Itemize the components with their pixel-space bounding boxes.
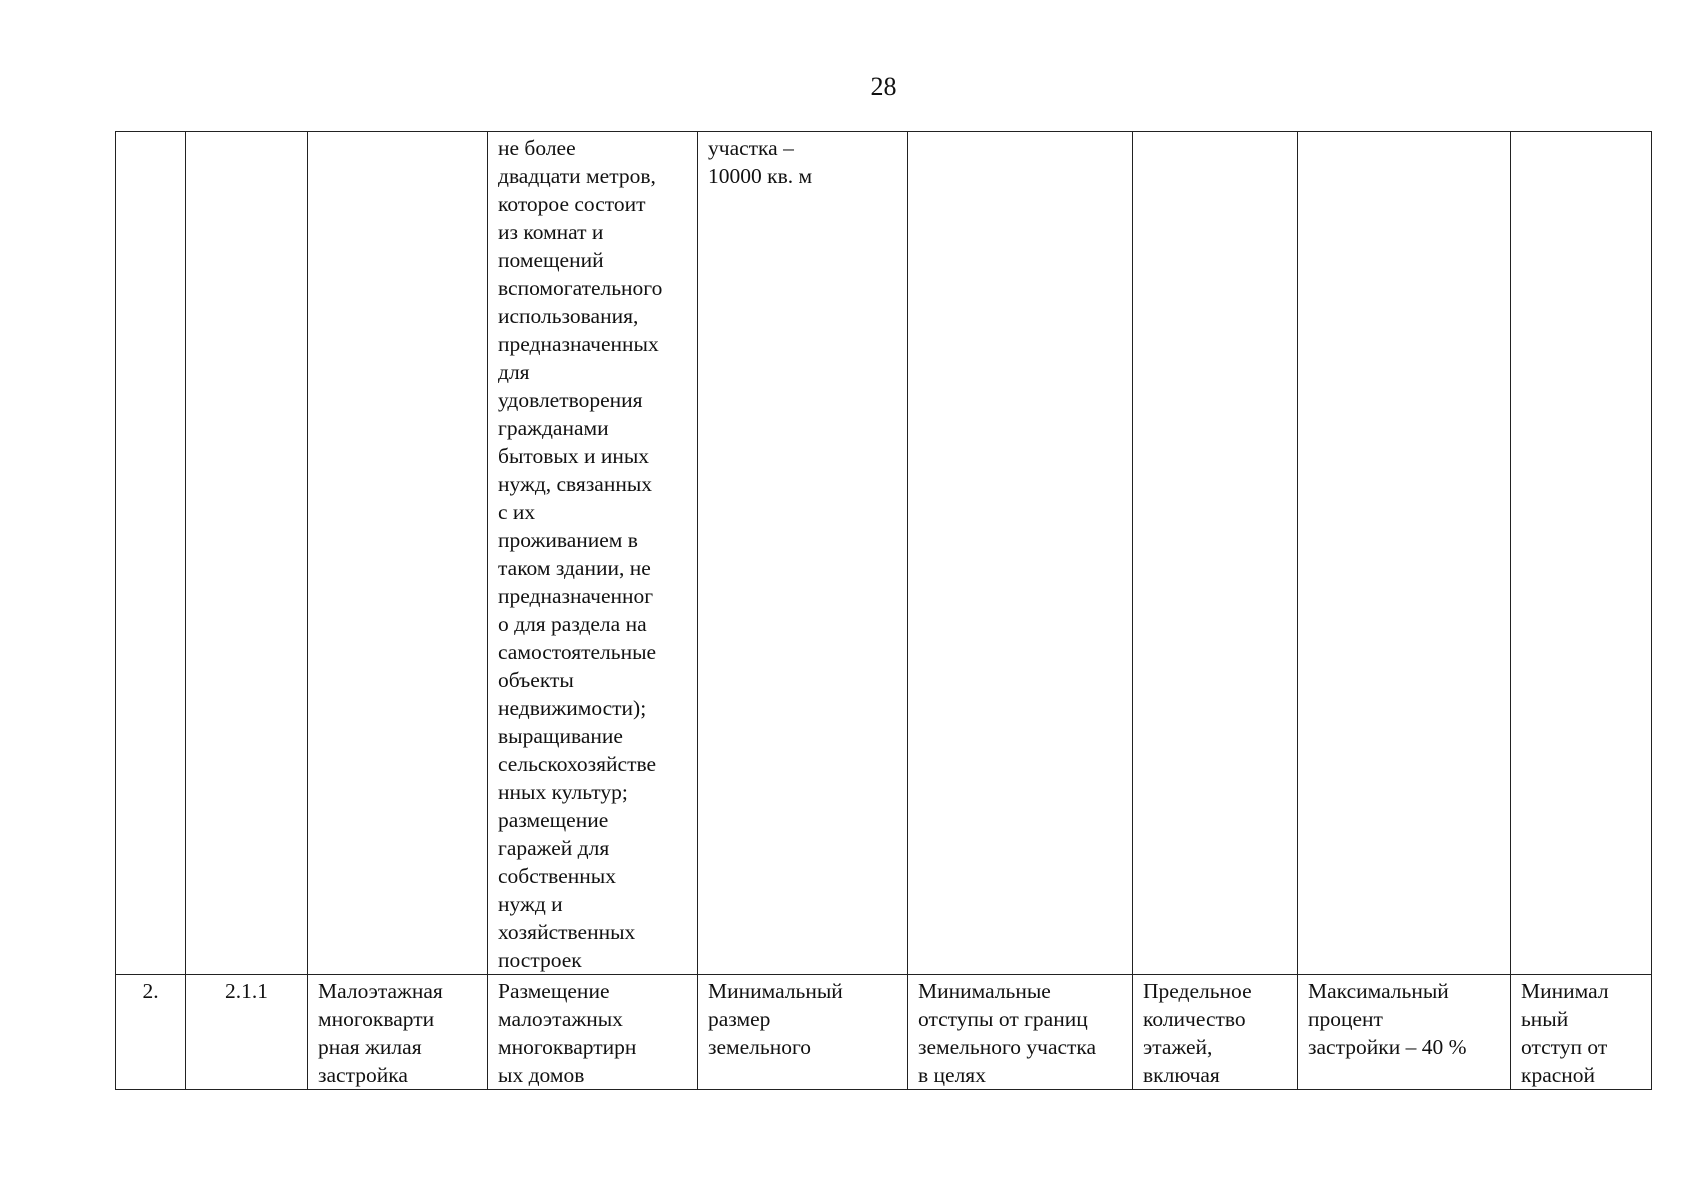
- table-cell: [1133, 132, 1298, 975]
- coverage-text: Максимальный процент застройки – 40 %: [1308, 979, 1467, 1059]
- use-code: 2.1.1: [225, 979, 268, 1003]
- table-row: [116, 132, 1652, 975]
- table-row: [116, 975, 1652, 1090]
- red-line-text: Минимал ьный отступ от красной: [1521, 979, 1609, 1087]
- coverage-cell: [1298, 975, 1511, 1090]
- use-name: Малоэтажная многокварти рная жилая застройка: [318, 979, 443, 1087]
- plot-size-text: Минимальный размер земельного: [708, 979, 843, 1059]
- table-cell: [1298, 132, 1511, 975]
- table-cell-description: [488, 132, 698, 975]
- table-cell: [308, 132, 488, 975]
- code-cell: [186, 975, 308, 1090]
- row-number: 2.: [142, 979, 159, 1003]
- table-cell: [186, 132, 308, 975]
- setbacks-cell: [908, 975, 1133, 1090]
- description-text: не более двадцати метров, которое состоит из комнат и помещений вспомогательного использования, предназначенных для удовлетворения гражданами бытовых и иных нужд, связанных с их проживанием в таком здании, не предназначенног о для раздела на самостоятельные объекты недвижимости); выращивание сельскохозяйстве нных культур; размещение гаражей для собственных нужд и хозяйственных построек: [498, 136, 663, 972]
- zoning-table: [115, 131, 1652, 1090]
- red-line-cell: [1511, 975, 1652, 1090]
- setbacks-text: Минимальные отступы от границ земельного участка в целях: [918, 979, 1097, 1087]
- row-number-cell: [116, 975, 186, 1090]
- description-text: Размещение малоэтажных многоквартирн ых домов: [498, 979, 637, 1087]
- floors-cell: [1133, 975, 1298, 1090]
- plot-size-cell: [698, 975, 908, 1090]
- table-cell: [908, 132, 1133, 975]
- table-cell: [116, 132, 186, 975]
- plot-size-text: участка – 10000 кв. м: [708, 136, 813, 188]
- table-cell: [1511, 132, 1652, 975]
- description-cell: [488, 975, 698, 1090]
- use-name-cell: [308, 975, 488, 1090]
- floors-text: Предельное количество этажей, включая: [1143, 979, 1252, 1087]
- table-cell-plot-size: [698, 132, 908, 975]
- page-number: 28: [870, 72, 897, 101]
